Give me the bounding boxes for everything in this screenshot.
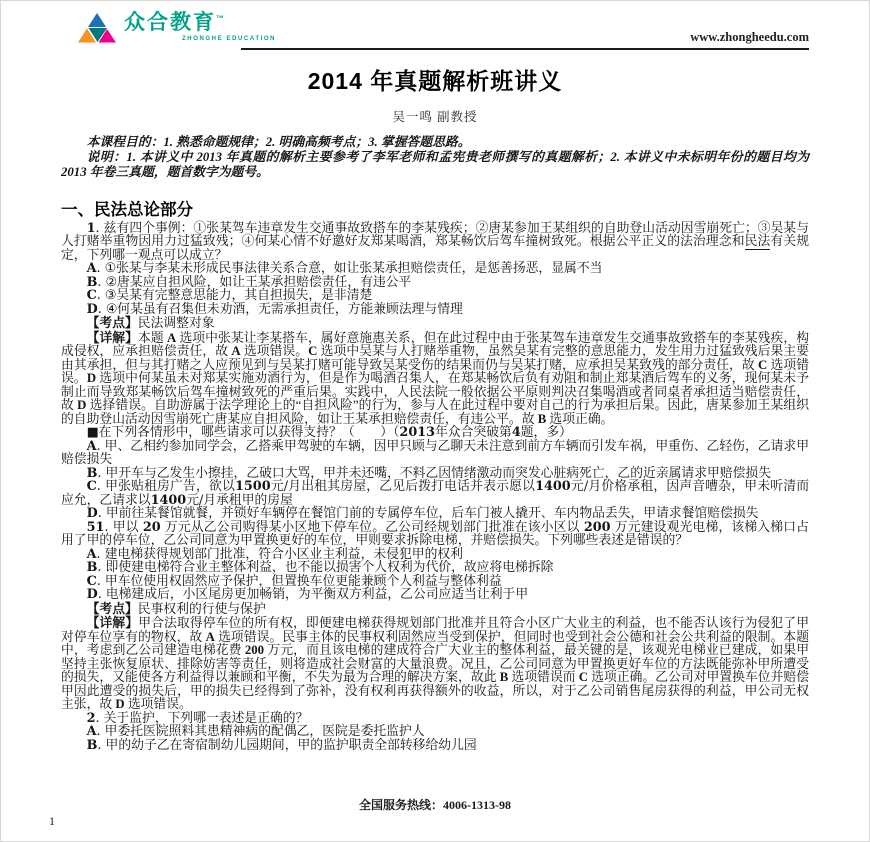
course-intro — [61, 135, 809, 181]
brand-subtitle: ZHONGHE EDUCATION — [182, 36, 277, 42]
q1-option-c: C. ③吴某有完整意思能力，其自担损失，是非清楚 — [86, 288, 373, 304]
q1-stem-underlined-term: 民法 — [744, 234, 771, 250]
q1-kaodian-text: 民法调整对象 — [137, 316, 215, 331]
footer-hotline: 全国服务热线：4006-1313-98 — [358, 798, 511, 812]
q2-stem: 2. 关于监护，下列哪一表述是正确的？ — [86, 710, 309, 726]
section-heading: 一、民法总论部分 — [61, 200, 193, 219]
q1-stem-pre: 1. 兹有四个事例：①张某驾车违章发生交通事故致搭车的李某残疾；②唐某参加王某组织的自助登山活动因雪崩死亡；③吴某与人打赌举重物因用力过猛致残；④何某心情不好邀好友郑某喝酒，郑某畅饮后驾车撞树致死。根据公平正义的法治理念和 — [61, 220, 809, 250]
q1-xiangjie-label: 【详解】 — [86, 329, 138, 345]
logo-text — [124, 12, 276, 42]
q1-kaodian-label: 【考点】 — [86, 315, 138, 331]
q1-option-b: B. ②唐某应自担风险，如让王某承担赔偿责任，有违公平 — [86, 274, 412, 290]
q1-option-a: A. ①张某与李某未形成民事法律关系合意，如让张某承担赔偿责任，是惩善扬恶，显属不当 — [86, 261, 603, 277]
author-line: 吴一鸣 副教授 — [392, 110, 478, 124]
qextra-option-b: B. 甲开车与乙发生小擦挂，乙破口大骂，甲并未还嘴，不料乙因情绪激动而突发心脏病死亡，乙的近亲属请求甲赔偿损失 — [86, 465, 771, 481]
q51-kaodian-text: 民事权利的行使与保护 — [137, 601, 266, 616]
q51-xiangjie — [61, 616, 809, 712]
q51-kaodian-label: 【考点】 — [86, 600, 138, 616]
page-number: 1 — [49, 814, 55, 828]
q51-xiangjie-label: 【详解】 — [86, 615, 139, 631]
q2-option-b: B. 甲的幼子乙在寄宿制幼儿园期间，甲的监护职责全部转移给幼儿园 — [86, 737, 477, 753]
qextra-option-c: C. 甲张贴租房广告，欲以1500元/月出租其房屋，乙见后拨打电话并表示愿以1400元/月价格承租，因声音嘈杂，甲未听清而应允，乙请求以1400元/月承租甲的房屋 — [61, 479, 810, 508]
q1-stem — [61, 222, 809, 263]
q51-option-b: B. 即使建电梯符合业主整体利益，也不能以损害个人权利为代价，故应将电梯拆除 — [86, 560, 554, 576]
q51-option-a: A. 建电梯获得规划部门批准，符合小区业主利益，未侵犯甲的权利 — [86, 546, 463, 562]
q51-option-c: C. 甲车位使用权固然应予保护，但置换车位更能兼顾个人利益与整体利益 — [86, 573, 502, 589]
q1-stem-post: 有关规定，下列哪一观点可以成立？ — [61, 234, 810, 263]
qextra-option-d: D. 甲前往某餐馆就餐，并锁好车辆停在餐馆门前的专属停车位，后车门被人撬开、车内物品丢失，甲请求餐馆赔偿损失 — [86, 506, 759, 522]
q2-option-a: A. 甲委托医院照料其患精神病的配偶乙，医院是委托监护人 — [86, 724, 425, 740]
header-divider — [241, 48, 809, 50]
header — [61, 12, 809, 50]
q51-option-d: D. 电梯建成后，小区尾房更加畅销，为平衡双方利益，乙公司应适当让利于甲 — [86, 587, 529, 603]
q1-option-d: D. ④何某虽有召集但未劝酒，无需承担责任，方能兼顾法理与情理 — [86, 301, 463, 317]
qextra-option-a: A. 甲、乙相约参加同学会，乙搭乘甲驾驶的车辆，因甲只顾与乙聊天未注意到前方车辆而引发车祸，甲重伤、乙轻伤，乙请求甲赔偿损失 — [61, 438, 809, 468]
logo-triangles-icon — [77, 12, 117, 44]
trademark-mark: ™ — [216, 14, 224, 23]
q1-xiangjie-text: 本题 A 选项中张某让李某搭车，属好意施惠关系，但在此过程中由于张某驾车违章发生交通事故致搭车的李某残疾，构成侵权，应承担赔偿责任，故 A 选项错误。C 选项中吴某与人打赌举重物，虽然吴某有完整的意思能力，发生用力过猛致残后果主要由其承担，但与其打赌之人应预见到与吴某打赌可能导致吴某受伤的结果而仍与吴某打赌，应承担吴某致残的部分责任，故 C 选项错误。D 选项中何某虽未对郑某实施劝酒行为，但是作为喝酒召集人，在郑某畅饮后负有劝阻和制止郑某酒后驾车的义务，现何某未予制止而导致郑某畅饮后驾车撞树致死的严重后果。实践中，人民法院一般依据公平原则判决召集喝酒或者同桌者承担适当赔偿责任，故 D 选择错误。自助游属于法学理论上的“自担风险”的行为，参与人在此过程中要对自己的行为承担后果。因此，唐某参加王某组织的自助登山活动因雪崩死亡唐某应自担风险，如让王某承担赔偿责任，有违公平。故 B 选项正确。 — [61, 330, 810, 426]
q1-kaodian — [61, 316, 809, 331]
course-purpose: 本课程目的：1. 熟悉命题规律；2. 明确高频考点；3. 掌握答题思路。 — [86, 135, 471, 149]
q51-kaodian — [61, 602, 809, 617]
page-title: 2014 年真题解析班讲义 — [307, 68, 563, 94]
website-url: www.zhongheedu.com — [690, 30, 809, 44]
q51-xiangjie-text: 甲合法取得停车位的所有权，即便建电梯获得规划部门批准并且符合小区广大业主的利益，也不能否认该行为侵犯了甲对停车位享有的物权，故 A 选项错误。民事主体的民事权利固然应当受到保护，但同时也受到社会公德和社会公共利益的限制。本题中，考虑到乙公司建造电梯花费 200 万元，而且该电梯的建成符合广大业主的整体利益，最关键的是，该观光电梯业已建成，如果甲坚持主张恢复原状、排除妨害等责任，则将造成社会财富的大量浪费。况且，乙公司同意为甲置换更好车位的方法既能弥补甲所遭受的损失，又能使各方利益得以兼顾和平衡，不失为最为合理的解决方案，故此 B 选项错误而 C 选项正确。乙公司对甲置换车位并赔偿甲因此遭受的损失后，甲的损失已经得到了弥补，没有权利再获得额外的收益，所以，对于乙公司销售尾房获得的利益，甲公司无权主张，故 D 选项错误。 — [61, 616, 810, 712]
brand-logo — [77, 12, 276, 44]
q1-xiangjie — [61, 331, 809, 427]
brand-name-text: 众合教育 — [124, 11, 216, 34]
brand-name — [124, 12, 276, 33]
course-note: 说明：1. 本讲义中 2013 年真题的解析主要参考了李军老师和孟宪贵老师撰写的真题解析；2. 本讲义中未标明年份的题目均为 2013 年卷三真题，题首数字为题号。 — [61, 150, 809, 180]
document-body — [61, 222, 809, 753]
q51-stem: 51. 甲以 20 万元从乙公司购得某小区地下停车位。乙公司经规划部门批准在该小区以 200 万元建设观光电梯，该梯入梯口占用了甲的停车位，乙公司同意为甲置换更好的车位，甲则要求拆除电梯，并赔偿损失。下列哪些表述是错误的？ — [61, 519, 809, 549]
qextra-stem: ■在下列各情形中，哪些请求可以获得支持？（ ）（2013年众合突破第4题，多） — [86, 425, 572, 441]
